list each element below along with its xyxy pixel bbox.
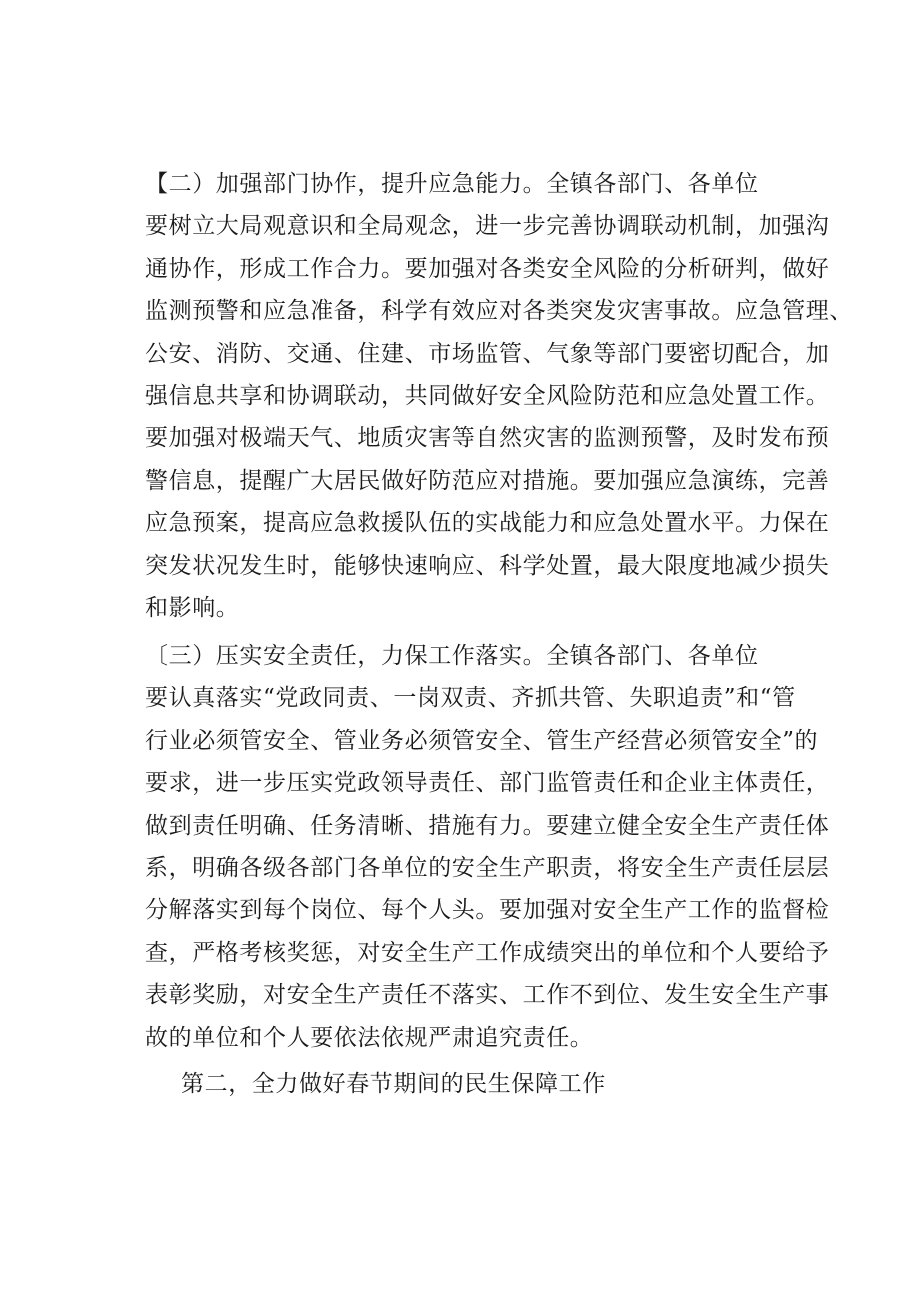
paragraph-line: 要求，进一步压实党政领导责任、部门监管责任和企业主体责任， bbox=[145, 770, 830, 797]
paragraph-line: 系，明确各级各部门各单位的安全生产职责，将安全生产责任层层 bbox=[145, 854, 830, 881]
paragraph-line: 分解落实到每个岗位、每个人头。要加强对安全生产工作的监督检 bbox=[145, 897, 830, 924]
paragraph-line: 【二）加强部门协作，提升应急能力。全镇各部门、各单位 bbox=[145, 171, 759, 197]
paragraph-line: 和影响。 bbox=[145, 594, 240, 621]
paragraph-line: 要认真落实“党政同责、一岗双责、齐抓共管、失职追责”和“管 bbox=[145, 685, 796, 712]
paragraph-line: 做到责任明确、任务清晰、措施有力。要建立健全安全生产责任体 bbox=[145, 812, 830, 839]
paragraph-line: 〔三）压实安全责任，力保工作落实。全镇各部门、各单位 bbox=[145, 643, 759, 669]
paragraph-line: 要树立大局观意识和全局观念，进一步完善协调联动机制，加强沟 bbox=[145, 213, 830, 240]
paragraph-line: 要加强对极端天气、地质灾害等自然灾害的监测预警，及时发布预 bbox=[145, 425, 830, 452]
paragraph-line: 公安、消防、交通、住建、市场监管、气象等部门要密切配合，加 bbox=[145, 340, 830, 367]
paragraph-line: 行业必须管安全、管业务必须管安全、管生产经营必须管安全”的 bbox=[145, 727, 819, 754]
paragraph-line: 应急预案，提高应急救援队伍的实战能力和应急处置水平。力保在 bbox=[145, 510, 830, 537]
section-heading: 第二，全力做好春节期间的民生保障工作 bbox=[181, 1071, 606, 1097]
paragraph-line: 突发状况发生时，能够快速响应、科学处置，最大限度地减少损失 bbox=[145, 552, 830, 579]
paragraph-line: 强信息共享和协调联动，共同做好安全风险防范和应急处置工作。 bbox=[145, 382, 830, 409]
paragraph-line: 故的单位和个人要依法依规严肃追究责任。 bbox=[145, 1024, 594, 1051]
paragraph-section-2 bbox=[145, 163, 853, 629]
paragraph-line: 监测预警和应急准备，科学有效应对各类突发灾害事故。应急管理、 bbox=[145, 298, 853, 325]
paragraph-line: 表彰奖励，对安全生产责任不落实、工作不到位、发生安全生产事 bbox=[145, 982, 830, 1009]
paragraph-line: 查，严格考核奖惩，对安全生产工作成绩突出的单位和个人要给予 bbox=[145, 939, 830, 966]
paragraph-section-3 bbox=[145, 635, 830, 1059]
paragraph-line: 通协作，形成工作合力。要加强对各类安全风险的分析研判，做好 bbox=[145, 255, 830, 282]
paragraph-line: 警信息，提醒广大居民做好防范应对措施。要加强应急演练，完善 bbox=[145, 467, 830, 494]
